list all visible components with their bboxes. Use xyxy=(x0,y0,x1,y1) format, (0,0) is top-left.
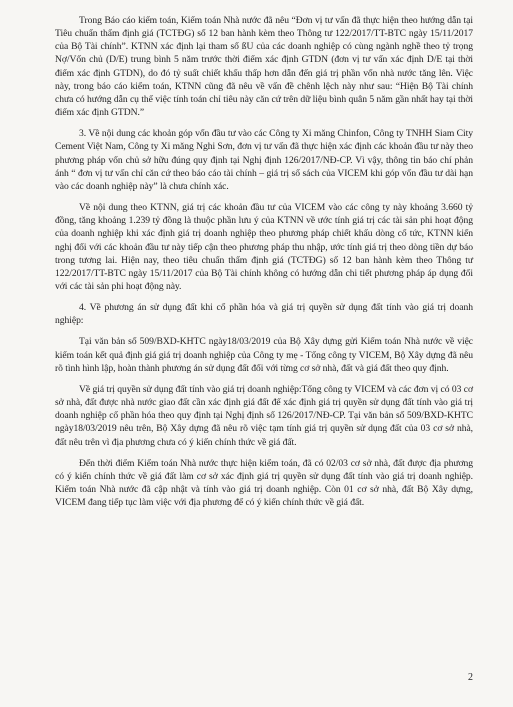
paragraph-audit-time-status: Đến thời điểm Kiểm toán Nhà nước thực hiện kiểm toán, đã có 02/03 cơ sở nhà, đất được địa phương có ý kiến chính thức về giá đất làm cơ sở xác định giá trị quyền sử dụng đất tính vào giá trị doanh nghiệp. Kiểm toán Nhà nước đã cập nhật và tính vào giá trị doanh nghiệp. Còn 01 cơ sở nhà, đất Bộ Xây dựng, VICEM đang tiếp tục làm việc với địa phương để có ý kiến chính thức về giá đất. xyxy=(55,457,473,509)
paragraph-item-3-investments: 3. Về nội dung các khoản góp vốn đầu tư vào các Công ty Xi măng Chinfon, Công ty TNHH Siam City Cement Việt Nam, Công ty Xi măng Nghi Sơn, đơn vị tư vấn đã thực hiện xác định các khoản đầu tư này theo phương pháp vốn chủ sở hữu đúng quy định tại Nghị định 126/2017/NĐ-CP. Vì vậy, thông tin báo chí phản ánh “ đơn vị tư vấn chỉ căn cứ theo báo cáo tài chính – giá trị sổ sách của VICEM khi góp vốn đầu tư dài hạn vào các doanh nghiệp này” là chưa chính xác. xyxy=(55,128,473,192)
paragraph-audit-report-note: Trong Báo cáo kiểm toán, Kiểm toán Nhà nước đã nêu “Đơn vị tư vấn đã thực hiện theo hướng dẫn tại Tiêu chuẩn thẩm định giá (TCTĐG) số 12 ban hành kèm theo Thông tư 122/2017/TT-BTC ngày 15/11/2017 của Bộ Tài chính”. KTNN xác định lại tham số ßU của các doanh nghiệp có cùng ngành nghề theo tỷ trọng Nợ/Vốn chủ (D/E) trung bình 5 năm trước thời điểm xác định GTDN (đơn vị tư vấn xác định D/E tại thời điểm xác định GTDN), do đó tỷ suất chiết khấu thấp hơn dẫn đến giá trị phần vốn nhà nước tăng lên. Việc này, trong báo cáo kiểm toán, KTNN cũng đã nêu về vấn đề chênh lệch này như sau: “Hiện Bộ Tài chính chưa có hướng dẫn cụ thể việc tính toán chỉ tiêu này căn cứ trên dữ liệu bình quân 5 năm gần nhất hay tại thời điểm xác định GTDN.” xyxy=(55,15,473,119)
paragraph-land-use-value: Về giá trị quyền sử dụng đất tính vào giá trị doanh nghiệp:Tổng công ty VICEM và các đơn vị có 03 cơ sở nhà, đất được nhà nước giao đất cần xác định giá đất để xác định giá trị quyền sử dụng đất tính vào giá trị doanh nghiệp cổ phần hóa theo quy định tại Nghị định số 126/2017/NĐ-CP. Tại văn bản số 509/BXD-KHTC ngày18/03/2019 nêu trên, Bộ Xây dựng đã nêu rõ việc tạm tính giá trị quyền sử dụng đất của 03 cơ sở nhà, đất nêu trên vì địa phương chưa có ý kiến chính thức về giá đất. xyxy=(55,383,473,448)
paragraph-ktnn-investment-value: Về nội dung theo KTNN, giá trị các khoản đầu tư của VICEM vào các công ty này khoảng 3.660 tỷ đồng, tăng khoảng 1.239 tỷ đồng là thuộc phần lưu ý của KTNN về ước tính giá trị các tài sản phi hoạt động của doanh nghiệp khi xác định giá trị doanh nghiệp theo phương pháp chiết khấu dòng cổ tức, KTNN kiến nghị đối với các khoản đầu tư này tiếp cận theo phương pháp thu nhập, ước tính giá trị theo dòng tiền dự báo trong tương lai. Hiện nay, theo tiêu chuẩn thẩm định giá (TCTĐG) số 12 ban hành kèm theo Thông tư 122/2017/TT-BTC ngày 15/11/2017 của Bộ Tài chính không có hướng dẫn chi tiết phương pháp áp dụng đối với các tài sản phi hoạt động này. xyxy=(55,202,473,292)
paragraph-item-4-land-use: 4. Về phương án sử dụng đất khi cổ phần hóa và giá trị quyền sử dụng đất tính vào giá trị doanh nghiệp: xyxy=(55,302,473,327)
page-number: 2 xyxy=(468,672,473,683)
paragraph-ministry-letter: Tại văn bản số 509/BXD-KHTC ngày18/03/2019 của Bộ Xây dựng gửi Kiểm toán Nhà nước về việc kiểm toán kết quả định giá giá trị doanh nghiệp của Công ty mẹ - Tổng công ty VICEM, Bộ Xây dựng đã nêu rõ tình hình lập, hoàn thành phương án sử dụng đất đối với từng cơ sở nhà, đất và giá đất theo quy định. xyxy=(55,336,473,374)
